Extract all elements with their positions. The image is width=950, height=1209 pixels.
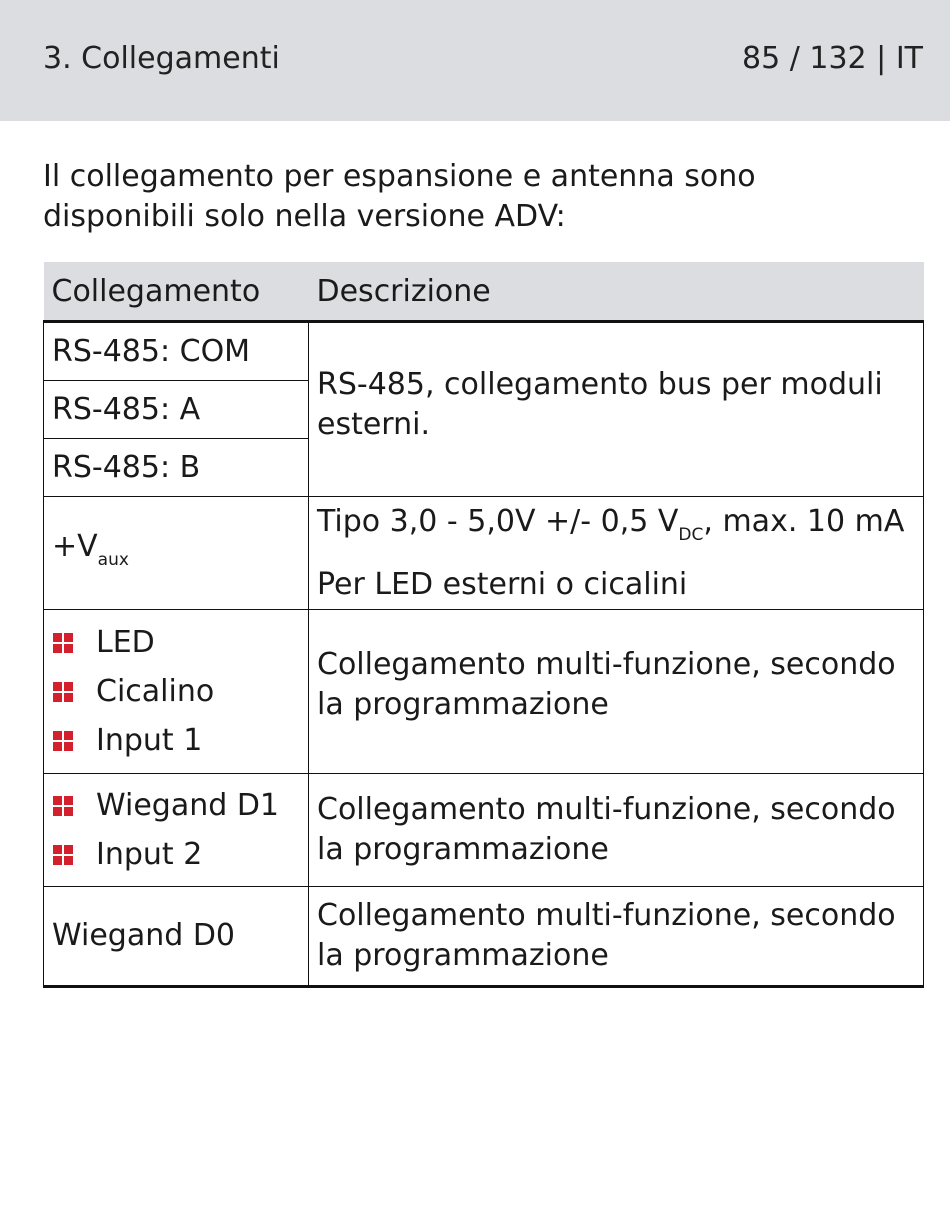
connection-cell: RS-485: COM (44, 322, 309, 381)
description-cell: Collegamento multi-funzione, secondo la programmazione (309, 887, 924, 987)
list-item-label: LED (96, 624, 155, 660)
red-four-square-bullet-icon (53, 731, 73, 751)
connection-cell (44, 610, 309, 774)
table-row (44, 610, 924, 774)
red-four-square-bullet-icon (53, 845, 73, 865)
connection-cell (44, 774, 309, 887)
connection-cell: RS-485: A (44, 381, 309, 439)
connection-cell (44, 497, 309, 610)
list-item-label: Wiegand D1 (96, 787, 280, 823)
red-four-square-bullet-icon (53, 682, 73, 702)
list-item (44, 830, 308, 879)
description-cell: RS-485, collegamento bus per moduli esterni. (309, 322, 924, 497)
table-row (44, 497, 924, 610)
red-four-square-bullet-icon (53, 796, 73, 816)
vaux-desc-line2: Per LED esterni o cicalini (317, 567, 688, 602)
list-item (44, 667, 308, 716)
table-row (44, 774, 924, 887)
description-cell: Collegamento multi-funzione, secondo la programmazione (309, 610, 924, 774)
table-header-row (44, 262, 924, 322)
column-header-description: Descrizione (309, 262, 924, 322)
connections-table (43, 262, 924, 988)
vaux-desc-text: Tipo 3,0 - 5,0V +/- 0,5 V (317, 504, 679, 539)
description-cell: Collegamento multi-funzione, secondo la programmazione (309, 774, 924, 887)
vaux-desc-text-end: , max. 10 mA (703, 504, 905, 539)
column-header-connection: Collegamento (44, 262, 309, 322)
connection-cell: Wiegand D0 (44, 887, 309, 987)
list-item (44, 618, 308, 667)
table-row (44, 887, 924, 987)
section-title: 3. Collegamenti (43, 41, 280, 76)
vaux-label: +V (52, 528, 98, 564)
list-item-label: Input 1 (96, 722, 203, 758)
connection-cell: RS-485: B (44, 439, 309, 497)
description-cell (309, 497, 924, 610)
list-item-label: Cicalino (96, 673, 215, 709)
vaux-subscript: aux (97, 549, 129, 570)
table-row (44, 322, 924, 381)
page-header (0, 0, 950, 121)
intro-paragraph: Il collegamento per espansione e antenna sono disponibili solo nella versione ADV: (43, 159, 756, 234)
list-item (44, 781, 308, 830)
list-item-label: Input 2 (96, 836, 203, 872)
red-four-square-bullet-icon (53, 633, 73, 653)
vaux-desc-subscript: DC (678, 525, 704, 545)
vaux-desc-line1 (317, 497, 915, 560)
list-item (44, 716, 308, 765)
page-number: 85 / 132 | IT (742, 41, 923, 76)
